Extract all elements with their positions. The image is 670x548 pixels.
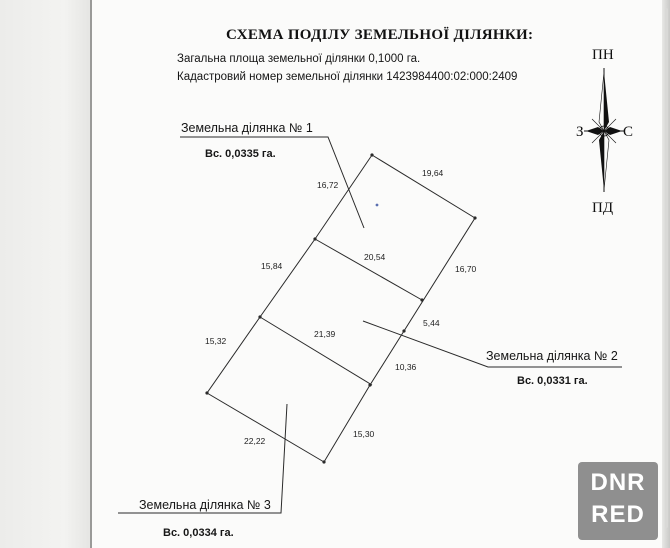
dimension-label: 22,22 (244, 436, 266, 446)
leader-line-plot-3 (118, 404, 287, 513)
plot-3-area: Вс. 0,0334 га. (163, 527, 234, 539)
dimension-label: 19,64 (422, 168, 444, 178)
watermark-logo (578, 462, 658, 540)
watermark-text: DNR (590, 469, 646, 496)
plot-2-label: Земельна ділянка № 2 (486, 349, 618, 363)
compass-south-label: ПД (592, 200, 614, 216)
compass-rose-icon (584, 68, 624, 192)
dimension-label: 5,44 (423, 318, 440, 328)
total-area-text: Загальна площа земельної ділянки 0,1000 га. (177, 53, 421, 65)
plot-1-label: Земельна ділянка № 1 (181, 121, 313, 135)
plot-3-label: Земельна ділянка № 3 (139, 498, 271, 512)
compass-west-label: З (576, 124, 584, 140)
plot-2-area: Вс. 0,0331 га. (517, 375, 588, 387)
division-line-1 (315, 239, 422, 300)
plot-1-area: Вс. 0,0335 га. (205, 148, 276, 160)
compass-north-label: ПН (592, 47, 614, 63)
plot-boundary (207, 155, 475, 462)
cadastral-number-text: Кадастровий номер земельної ділянки 1423984400:02:000:2409 (177, 71, 518, 83)
dimension-label: 16,72 (317, 180, 339, 190)
dimension-label: 15,30 (353, 429, 375, 439)
division-line-2 (260, 317, 372, 385)
compass-east-label: С (623, 124, 634, 140)
dimension-label: 15,32 (205, 336, 227, 346)
dimension-label: 21,39 (314, 329, 336, 339)
watermark-text: RED (591, 501, 645, 528)
dimension-label: 20,54 (364, 252, 386, 262)
dimension-label: 16,70 (455, 264, 477, 274)
dimension-label: 15,84 (261, 261, 283, 271)
dimension-label: 10,36 (395, 362, 417, 372)
document-title: СХЕМА ПОДІЛУ ЗЕМЕЛЬНОЇ ДІЛЯНКИ: (226, 27, 534, 43)
